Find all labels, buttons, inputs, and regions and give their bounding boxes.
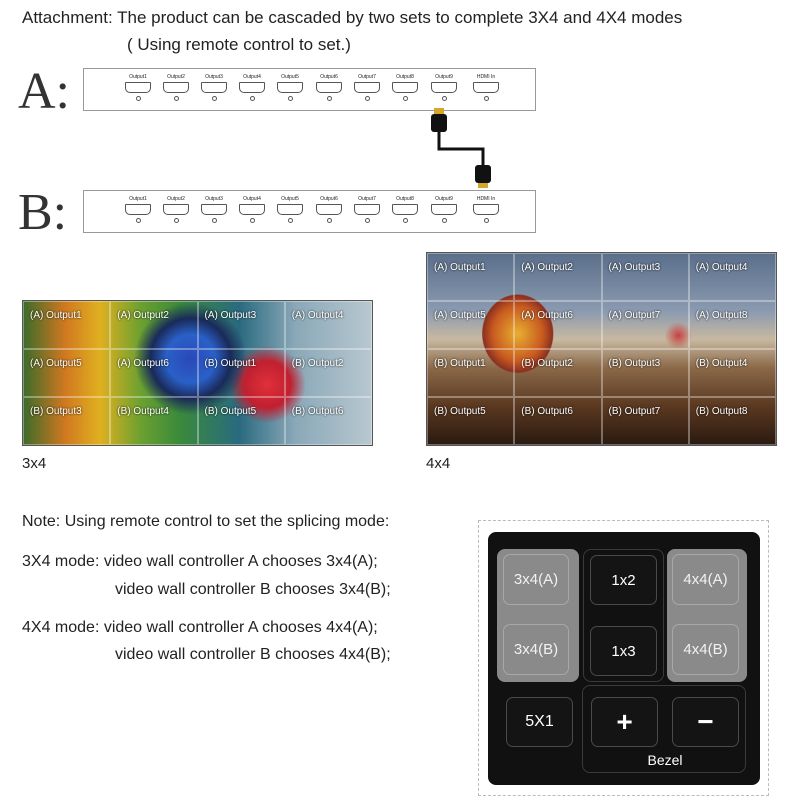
port-label: Output1: [129, 196, 147, 202]
hdmi-port: [313, 196, 345, 223]
wall-cell: (A) Output6: [110, 349, 197, 397]
attachment-heading: Attachment: The product can be cascaded by two sets to complete 3X4 and 4X4 modes: [22, 8, 683, 27]
wall-cell: (B) Output6: [514, 397, 601, 445]
key-1x2[interactable]: 1x2: [590, 555, 657, 605]
attachment-subheading: ( Using remote control to set.): [127, 35, 351, 54]
port-label: Output8: [396, 196, 414, 202]
wall-cell: (A) Output3: [602, 253, 689, 301]
hdmi-port: [236, 196, 268, 223]
wall-cell: (B) Output5: [427, 397, 514, 445]
port-label: Output7: [358, 74, 376, 80]
indicator-led-icon: [403, 218, 408, 223]
wall-cell: (B) Output2: [285, 349, 372, 397]
wall-cell: (B) Output6: [285, 397, 372, 445]
indicator-led-icon: [174, 96, 179, 101]
hdmi-socket-icon: [473, 204, 499, 215]
note-title: Note: Using remote control to set the splicing mode:: [22, 513, 390, 530]
wall-cell: (A) Output6: [514, 301, 601, 349]
wall-cell: (A) Output2: [514, 253, 601, 301]
wall-cell: (A) Output8: [689, 301, 776, 349]
device-b-label: B:: [18, 184, 68, 241]
indicator-led-icon: [442, 96, 447, 101]
hdmi-port: [274, 196, 306, 223]
bezel-label: Bezel: [647, 752, 683, 768]
remote-control: [488, 532, 760, 785]
port-label: Output6: [320, 74, 338, 80]
hdmi-port: [351, 74, 383, 101]
indicator-led-icon: [288, 218, 293, 223]
port-label: Output4: [243, 196, 261, 202]
key-4x4-a[interactable]: 4x4(A): [672, 554, 739, 605]
hdmi-port: [389, 196, 421, 223]
port-label: Output9: [435, 196, 453, 202]
device-a-label: A:: [18, 63, 70, 120]
hdmi-socket-icon: [125, 82, 151, 93]
port-label: Output3: [205, 196, 223, 202]
note-3x4-a: 3X4 mode: video wall controller A chooses 3x4(A);: [22, 553, 378, 570]
hdmi-socket-icon: [431, 204, 457, 215]
hdmi-port: [122, 196, 154, 223]
hdmi-socket-icon: [239, 204, 265, 215]
hdmi-socket-icon: [201, 82, 227, 93]
port-label: Output7: [358, 196, 376, 202]
indicator-led-icon: [327, 218, 332, 223]
wall-cell: (B) Output7: [602, 397, 689, 445]
bezel-plus-button[interactable]: +: [591, 697, 658, 747]
wall-cell: (B) Output8: [689, 397, 776, 445]
group-1x: [583, 549, 664, 682]
hdmi-cable-icon: [420, 105, 510, 189]
video-wall-3x4-image: [22, 300, 373, 446]
indicator-led-icon: [288, 96, 293, 101]
indicator-led-icon: [250, 96, 255, 101]
caption-3x4: 3x4: [22, 455, 47, 472]
hdmi-socket-icon: [431, 82, 457, 93]
hdmi-socket-icon: [316, 82, 342, 93]
hdmi-port: [313, 74, 345, 101]
port-label: Output9: [435, 74, 453, 80]
indicator-led-icon: [403, 96, 408, 101]
wall-cell: (A) Output4: [689, 253, 776, 301]
port-label: Output5: [281, 74, 299, 80]
note-4x4-b: video wall controller B chooses 4x4(B);: [115, 646, 391, 663]
wall-cell: (A) Output3: [198, 301, 285, 349]
wall-cell: (A) Output4: [285, 301, 372, 349]
key-4x4-b[interactable]: 4x4(B): [672, 624, 739, 675]
hdmi-socket-icon: [163, 82, 189, 93]
group-bezel: [582, 685, 746, 773]
wall-cell: (B) Output4: [110, 397, 197, 445]
port-label: Output5: [281, 196, 299, 202]
note-4x4-a: 4X4 mode: video wall controller A chooses 4x4(A);: [22, 619, 378, 636]
group-4x4: [667, 549, 747, 682]
hdmi-port: [351, 196, 383, 223]
wall-cell: (A) Output5: [427, 301, 514, 349]
indicator-led-icon: [327, 96, 332, 101]
wall-cell: (B) Output4: [689, 349, 776, 397]
hdmi-port: [236, 74, 268, 101]
port-label: Output4: [243, 74, 261, 80]
wall-cell: (B) Output3: [23, 397, 110, 445]
port-label: Output2: [167, 74, 185, 80]
hdmi-port: [198, 74, 230, 101]
video-wall-4x4-image: [426, 252, 777, 446]
key-1x3[interactable]: 1x3: [590, 626, 657, 676]
hdmi-port: [428, 74, 460, 101]
hdmi-socket-icon: [277, 82, 303, 93]
hdmi-port: [389, 74, 421, 101]
port-label: Output3: [205, 74, 223, 80]
hdmi-socket-icon: [392, 204, 418, 215]
wall-cell: (A) Output1: [23, 301, 110, 349]
hdmi-port: [160, 74, 192, 101]
hdmi-socket-icon: [201, 204, 227, 215]
indicator-led-icon: [365, 218, 370, 223]
indicator-led-icon: [136, 96, 141, 101]
hdmi-socket-icon: [125, 204, 151, 215]
key-5x1[interactable]: 5X1: [506, 697, 573, 747]
hdmi-socket-icon: [277, 204, 303, 215]
note-3x4-b: video wall controller B chooses 3x4(B);: [115, 581, 391, 598]
port-label: Output2: [167, 196, 185, 202]
hdmi-socket-icon: [354, 82, 380, 93]
indicator-led-icon: [484, 218, 489, 223]
wall-cell: (A) Output5: [23, 349, 110, 397]
indicator-led-icon: [442, 218, 447, 223]
port-label: Output1: [129, 74, 147, 80]
group-3x4: [497, 549, 579, 682]
wall-cell: (A) Output2: [110, 301, 197, 349]
hdmi-port: [470, 74, 502, 101]
wall-cell: (A) Output7: [602, 301, 689, 349]
caption-4x4: 4x4: [426, 455, 451, 472]
hdmi-socket-icon: [316, 204, 342, 215]
port-label: Output6: [320, 196, 338, 202]
wall-cell: (A) Output1: [427, 253, 514, 301]
bezel-minus-button[interactable]: −: [672, 697, 739, 747]
indicator-led-icon: [365, 96, 370, 101]
hdmi-socket-icon: [473, 82, 499, 93]
wall-cell: (B) Output5: [198, 397, 285, 445]
key-3x4-a[interactable]: 3x4(A): [503, 554, 569, 605]
key-3x4-b[interactable]: 3x4(B): [503, 624, 569, 675]
hdmi-socket-icon: [354, 204, 380, 215]
hdmi-port: [274, 74, 306, 101]
port-label: HDMI In: [476, 196, 496, 202]
wall-cell: (B) Output1: [198, 349, 285, 397]
wall-cell: (B) Output1: [427, 349, 514, 397]
hdmi-port: [428, 196, 460, 223]
indicator-led-icon: [212, 218, 217, 223]
indicator-led-icon: [136, 218, 141, 223]
indicator-led-icon: [250, 218, 255, 223]
device-b-panel: [83, 190, 536, 233]
wall-cell: (B) Output2: [514, 349, 601, 397]
hdmi-port: [470, 196, 502, 223]
hdmi-port: [122, 74, 154, 101]
indicator-led-icon: [174, 218, 179, 223]
indicator-led-icon: [212, 96, 217, 101]
hdmi-socket-icon: [163, 204, 189, 215]
indicator-led-icon: [484, 96, 489, 101]
hdmi-port: [160, 196, 192, 223]
port-label: HDMI In: [476, 74, 496, 80]
port-label: Output8: [396, 74, 414, 80]
wall-cell: (B) Output3: [602, 349, 689, 397]
hdmi-port: [198, 196, 230, 223]
hdmi-socket-icon: [392, 82, 418, 93]
hdmi-socket-icon: [239, 82, 265, 93]
